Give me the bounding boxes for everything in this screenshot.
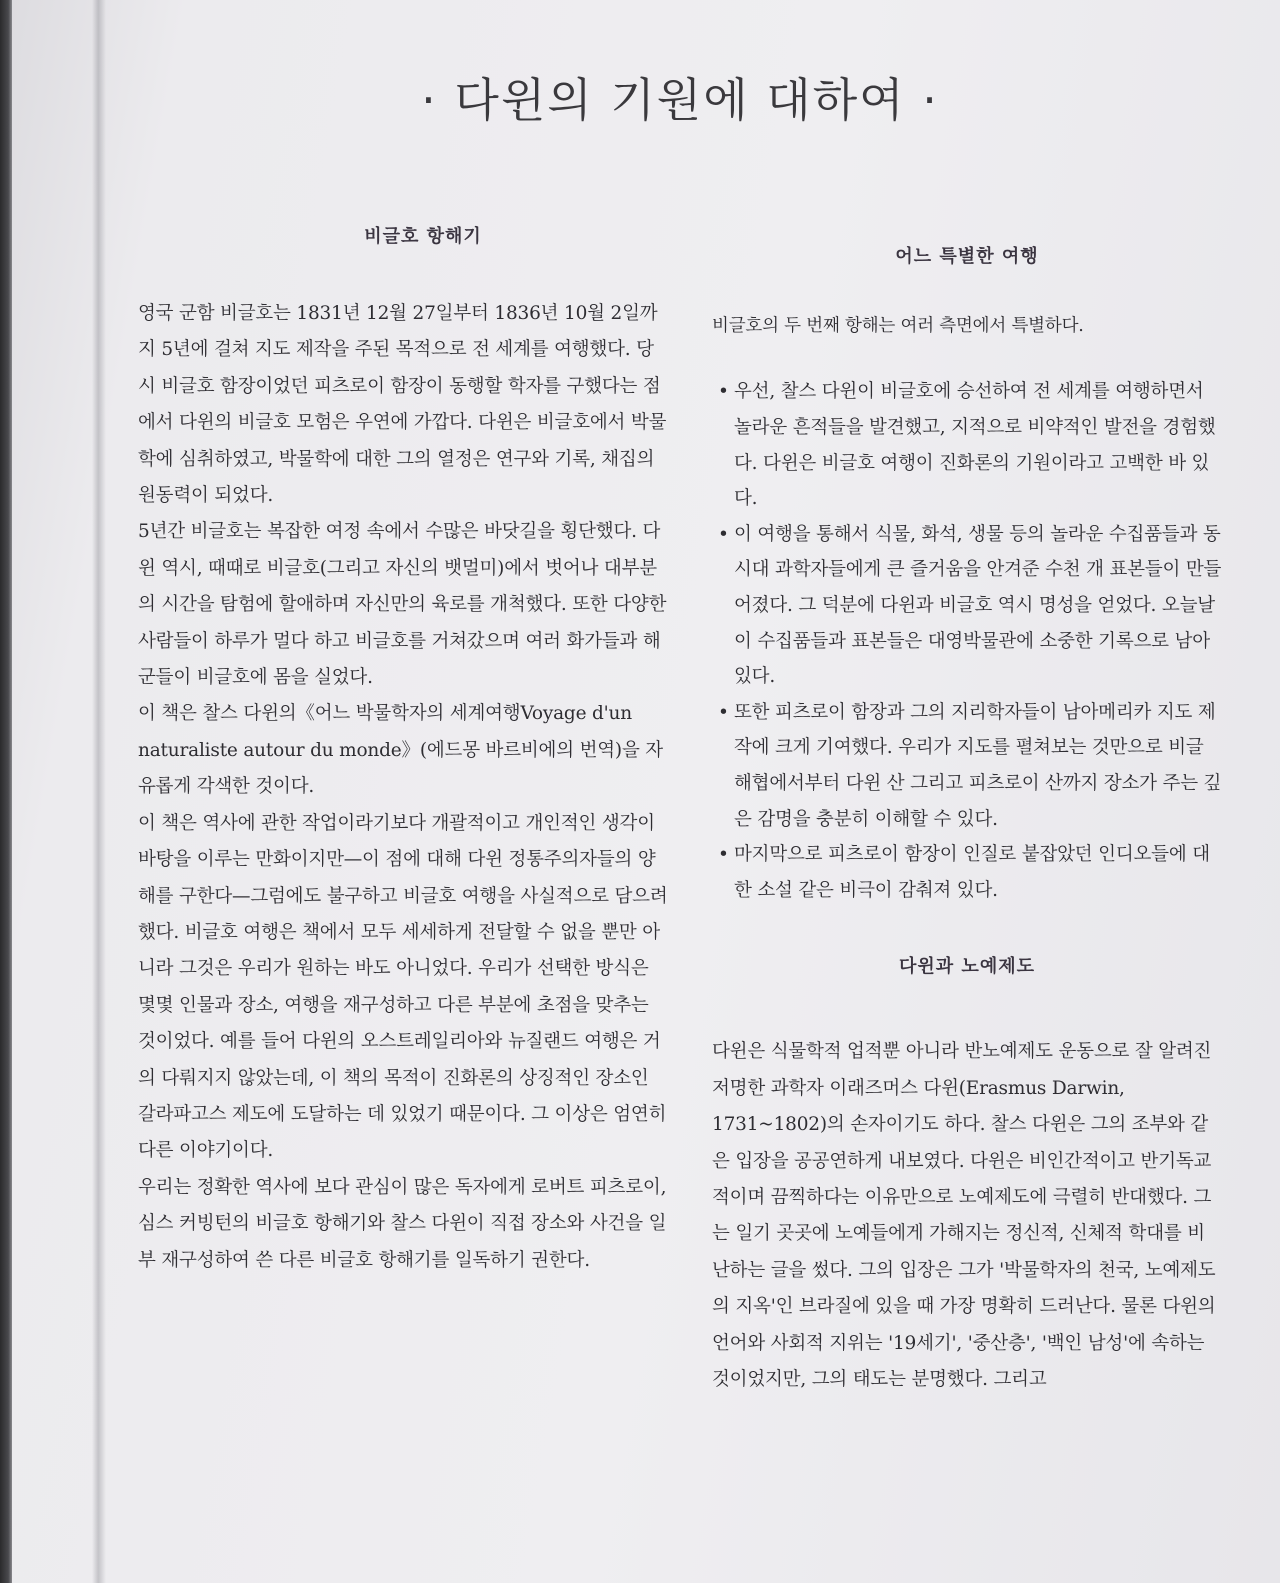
paragraph-slavery: 다윈은 식물학적 업적뿐 아니라 반노예제도 운동으로 잘 알려진 저명한 과학자 이래즈머스 다윈(Erasmus Darwin, 1731~1802)의 손자이기도 하다. 찰스 다윈은 그의 조부와 같은 입장을 공공연하게 내보였다. 다윈은 비인간적이고 반기독교적이며 끔찍하다는 이유만으로 노예제도에 극렬히 반대했다. 그는 일기 곳곳에 노예들에게 가해지는 정신적, 신체적 학대를 비난하는 글을 썼다. 그의 입장은 그가 '박물학자의 천국, 노예제도의 지옥'인 브라질에 있을 때 가장 명확히 드러난다. 물론 다윈의 언어와 사회적 지위는 '19세기', '중산층', '백인 남성'에 속하는 것이었지만, 그의 태도는 분명했다. 그리고 — [712, 1041, 1216, 1390]
list-item — [712, 837, 1222, 908]
list-item-text: 또한 피츠로이 함장과 그의 지리학자들이 남아메리카 지도 제작에 크게 기여했다. 우리가 지도를 펼쳐보는 것만으로 비글 해협에서부터 다윈 산 그리고 피츠로이 산까지 장소가 주는 깊은 감명을 충분히 이해할 수 있다. — [734, 701, 1222, 830]
right-column — [712, 242, 1222, 1398]
paragraph-second-voyage: 비글호의 두 번째 항해는 여러 측면에서 특별하다. — [712, 316, 1084, 336]
section-heading-beagle-voyage: 비글호 항해기 — [364, 226, 482, 247]
bullet-icon: • — [718, 381, 729, 403]
page-fold-shadow — [92, 0, 106, 1583]
list-item — [712, 517, 1222, 695]
section-heading-slavery: 다윈과 노예제도 — [899, 956, 1035, 978]
paragraph-approach: 이 책은 역사에 관한 작업이라기보다 개괄적이고 개인적인 생각이 바탕을 이루는 만화이지만—이 점에 대해 다윈 정통주의자들의 양해를 구한다—그럼에도 불구하고 비글호 여행을 사실적으로 담으려 했다. 비글호 여행은 책에서 모두 세세하게 전달할 수 없을 뿐만 아니라 그것은 우리가 원하는 바도 아니었다. 우리가 선택한 방식은 몇몇 인물과 장소, 여행을 재구성하고 다른 부분에 초점을 맞추는 것이었다. 예를 들어 다윈의 오스트레일리아와 뉴질랜드 여행은 거의 다뤄지지 않았는데, 이 책의 목적이 진화론의 상징적인 장소인 갈라파고스 제도에 도달하는 데 있었기 때문이다. 그 이상은 엄연히 다른 이야기이다. — [138, 812, 668, 1162]
left-column — [138, 222, 668, 1279]
list-item-text: 마지막으로 피츠로이 함장이 인질로 붙잡았던 인디오들에 대한 소설 같은 비극이 감춰져 있다. — [734, 844, 1210, 901]
paragraph-beagle-intro: 영국 군함 비글호는 1831년 12월 27일부터 1836년 10월 2일까지 5년에 걸쳐 지도 제작을 주된 목적으로 전 세계를 여행했다. 당시 비글호 함장이었던 피츠로이 함장이 동행할 학자를 구했다는 점에서 다윈의 비글호 모험은 우연에 가깝다. 다윈은 비글호에서 박물학에 심취하였고, 박물학에 대한 그의 열정은 연구와 기록, 채집의 원동력이 되었다. — [138, 303, 667, 507]
bullet-icon: • — [718, 701, 729, 723]
paragraph-adaptation: 이 책은 찰스 다윈의《어느 박물학자의 세계여행Voyage d'un naturaliste autour du monde》(에드몽 바르비에의 번역)을 자유롭게 각색한 것이다. — [138, 703, 663, 798]
list-item — [712, 374, 1222, 516]
bullet-icon: • — [718, 523, 729, 545]
section-heading-special-voyage: 어느 특별한 여행 — [895, 246, 1039, 267]
bullet-list — [712, 374, 1222, 908]
paragraph-five-years: 5년간 비글호는 복잡한 여정 속에서 수많은 바닷길을 횡단했다. 다윈 역시, 때때로 비글호(그리고 자신의 뱃멀미)에서 벗어나 대부분의 시간을 탐험에 할애하며 자신만의 육로를 개척했다. 또한 다양한 사람들이 하루가 멀다 하고 비글호를 거쳐갔으며 여러 화가들과 해군들이 비글호에 몸을 실었다. — [138, 521, 667, 689]
paragraph-recommendation: 우리는 정확한 역사에 보다 관심이 많은 독자에게 로버트 피츠로이, 심스 커빙턴의 비글호 항해기와 찰스 다윈이 직접 장소와 사건을 일부 재구성하여 쓴 다른 비글호 항해기를 일독하기 권한다. — [138, 1176, 667, 1271]
chapter-title: · 다윈의 기원에 대하여 · — [421, 73, 939, 127]
bullet-icon: • — [718, 844, 729, 866]
list-item-text: 이 여행을 통해서 식물, 화석, 생물 등의 놀라운 수집품들과 동시대 과학자들에게 큰 즐거움을 안겨준 수천 개 표본들이 만들어졌다. 그 덕분에 다윈과 비글호 역시 명성을 얻었다. 오늘날 이 수집품들과 표본들은 대영박물관에 소중한 기록으로 남아 있다. — [734, 523, 1222, 688]
list-item — [712, 695, 1222, 837]
list-item-text: 우선, 찰스 다윈이 비글호에 승선하여 전 세계를 여행하면서 놀라운 흔적들을 발견했고, 지적으로 비약적인 발전을 경험했다. 다윈은 비글호 여행이 진화론의 기원이라고 고백한 바 있다. — [734, 381, 1216, 510]
book-binding — [0, 0, 12, 1583]
